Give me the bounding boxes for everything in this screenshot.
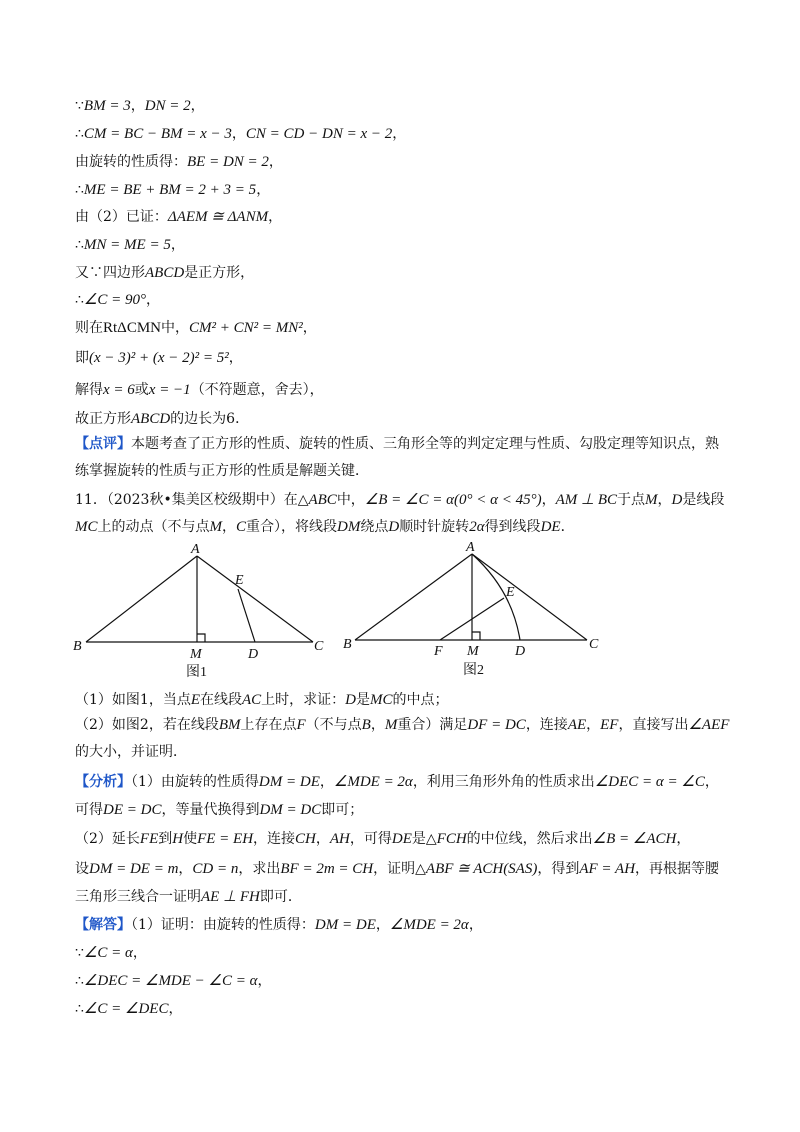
fig2-side-ac <box>472 554 587 640</box>
question-1: （1）如图1，当点E在线段AC上时，求证：D是MC的中点； <box>75 692 449 708</box>
fig1-label-d: D <box>248 647 259 662</box>
fig1-label-m: M <box>190 647 202 662</box>
fig2-right-angle-mark <box>472 632 480 640</box>
analysis-line-4: 设DM = DE = m，CD = n，求出BF = 2m = CH，证明△ABF ≅ ACH(SAS)，得到AF = AH，再根据等腰 <box>75 861 720 877</box>
fig2-label-a: A <box>466 540 475 555</box>
fig1-label-c: C <box>314 639 324 654</box>
analysis-tag: 【分析】 <box>75 774 131 790</box>
fig1-label-e: E <box>235 573 244 588</box>
comment-tag: 【点评】 <box>75 436 131 452</box>
fig1-label-b: B <box>73 639 82 654</box>
solution-line-10: 即(x − 3)² + (x − 2)² = 5²， <box>75 350 243 366</box>
figure-2 <box>355 554 587 640</box>
analysis-line-1: 【分析】（1）由旋转的性质得DM = DE，∠MDE = 2α，利用三角形外角的性质求出∠DEC = α = ∠C， <box>75 774 719 790</box>
fig2-label-c: C <box>589 637 599 652</box>
solution-line-8: ∴∠C = 90°， <box>75 292 160 308</box>
fig2-caption: 图2 <box>463 663 484 678</box>
figure-1 <box>86 556 313 642</box>
solution-line-3: 由旋转的性质得：BE = DN = 2， <box>75 154 283 170</box>
solution-line-2: ∴CM = BC − BM = x − 3，CN = CD − DN = x − 2， <box>75 126 407 142</box>
analysis-line-5: 三角形三线合一证明AE ⊥ FH即可． <box>75 889 302 905</box>
answer-line-4: ∴∠C = ∠DEC， <box>75 1001 183 1017</box>
answer-line-3: ∴∠DEC = ∠MDE − ∠C = α， <box>75 973 272 989</box>
fig2-side-ab <box>355 554 472 640</box>
question-2: （2）如图2，若在线段BM上存在点F（不与点B，M重合）满足DF = DC，连接AE，EF，直接写出∠AEF的大小，并证明． <box>75 717 730 760</box>
fig1-caption: 图1 <box>186 665 207 680</box>
fig1-right-angle-mark <box>197 634 205 642</box>
answer-tag: 【解答】 <box>75 917 131 933</box>
fig2-label-f: F <box>434 644 443 659</box>
problem-statement: 11．（2023秋•集美区校级期中）在△ABC中，∠B = ∠C = α(0° < α < 45°)，AM ⊥ BC于点M，D是线段MC上的动点（不与点M，C重合），将线段DM绕点D顺时针旋转2α得到线段DE． <box>75 492 725 535</box>
solution-line-9: 则在RtΔCMN中，CM² + CN² = MN²， <box>75 320 317 336</box>
solution-line-7: 又∵四边形ABCD是正方形， <box>75 265 255 281</box>
fig2-label-e: E <box>506 585 515 600</box>
answer-line-2: ∵∠C = α， <box>75 945 147 961</box>
solution-line-1: ∵BM = 3，DN = 2， <box>75 98 205 114</box>
solution-line-11: 解得x = 6或x = −1（不符题意，舍去）， <box>75 382 324 398</box>
analysis-line-2: 可得DE = DC，等量代换得到DM = DC即可； <box>75 802 364 818</box>
fig1-side-ac <box>197 556 313 642</box>
solution-line-12: 故正方形ABCD的边长为6． <box>75 411 250 427</box>
answer-line-1: 【解答】（1）证明：由旋转的性质得：DM = DE，∠MDE = 2α， <box>75 917 483 933</box>
fig1-label-a: A <box>191 542 200 557</box>
fig2-label-b: B <box>343 637 352 652</box>
comment-text: 本题考查了正方形的性质、旋转的性质、三角形全等的判定定理与性质、勾股定理等知识点，熟练掌握旋转的性质与正方形的性质是解题关键． <box>75 436 719 479</box>
analysis-line-3: （2）延长FE到H使FE = EH，连接CH，AH，可得DE是△FCH的中位线，然后求出∠B = ∠ACH， <box>75 831 691 847</box>
fig1-side-ab <box>86 556 197 642</box>
solution-line-4: ∴ME = BE + BM = 2 + 3 = 5， <box>75 182 271 198</box>
solution-line-5: 由（2）已证：ΔAEM ≅ ΔANM， <box>75 209 283 225</box>
fig2-label-d: D <box>515 644 526 659</box>
solution-line-6: ∴MN = ME = 5， <box>75 237 185 253</box>
fig2-label-m: M <box>467 644 479 659</box>
